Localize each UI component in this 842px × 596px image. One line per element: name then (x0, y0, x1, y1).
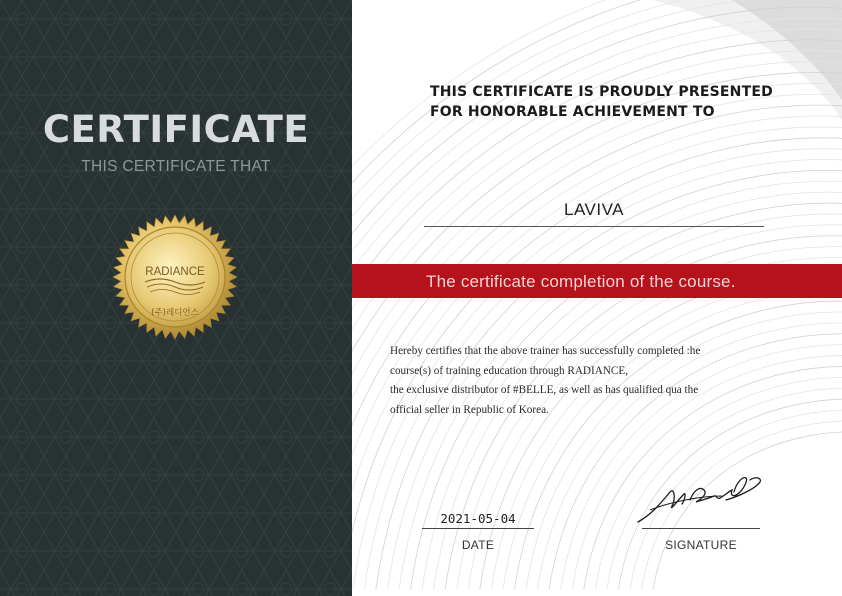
banner-text: The certificate completion of the course. (426, 272, 736, 291)
body-line: course(s) of training education through RADIANCE, (390, 364, 628, 377)
certificate-subtitle: THIS CERTIFICATE THAT (81, 158, 271, 175)
body-line: official seller in Republic of Korea. (390, 403, 549, 416)
date-underline (422, 528, 534, 529)
name-underline (424, 226, 764, 227)
signature-underline (642, 528, 760, 529)
recipient-name: LAVIVA (563, 200, 624, 219)
presented-line: FOR HONORABLE ACHIEVEMENT TO (430, 104, 715, 120)
right-panel (352, 0, 842, 596)
date-value: 2021-05-04 (440, 511, 516, 526)
seal-korean-text: (주)레디언스 (151, 308, 199, 318)
signature-label: SIGNATURE (665, 538, 737, 552)
handwritten-signature (630, 470, 770, 530)
gold-seal-icon (112, 214, 238, 340)
body-line: Hereby certifies that the above trainer has successfully completed :he (390, 345, 701, 357)
certificate-title: CERTIFICATE (42, 108, 310, 151)
date-label: DATE (461, 538, 495, 552)
left-panel (0, 0, 352, 596)
seal-brand-text: RADIANCE (145, 266, 205, 278)
presented-line: THIS CERTIFICATE IS PROUDLY PRESENTED (430, 84, 773, 100)
presented-heading (430, 82, 773, 122)
body-line: the exclusive distributor of #BELLE, as well as has qualified qua the (390, 384, 699, 396)
certification-body (390, 342, 810, 420)
